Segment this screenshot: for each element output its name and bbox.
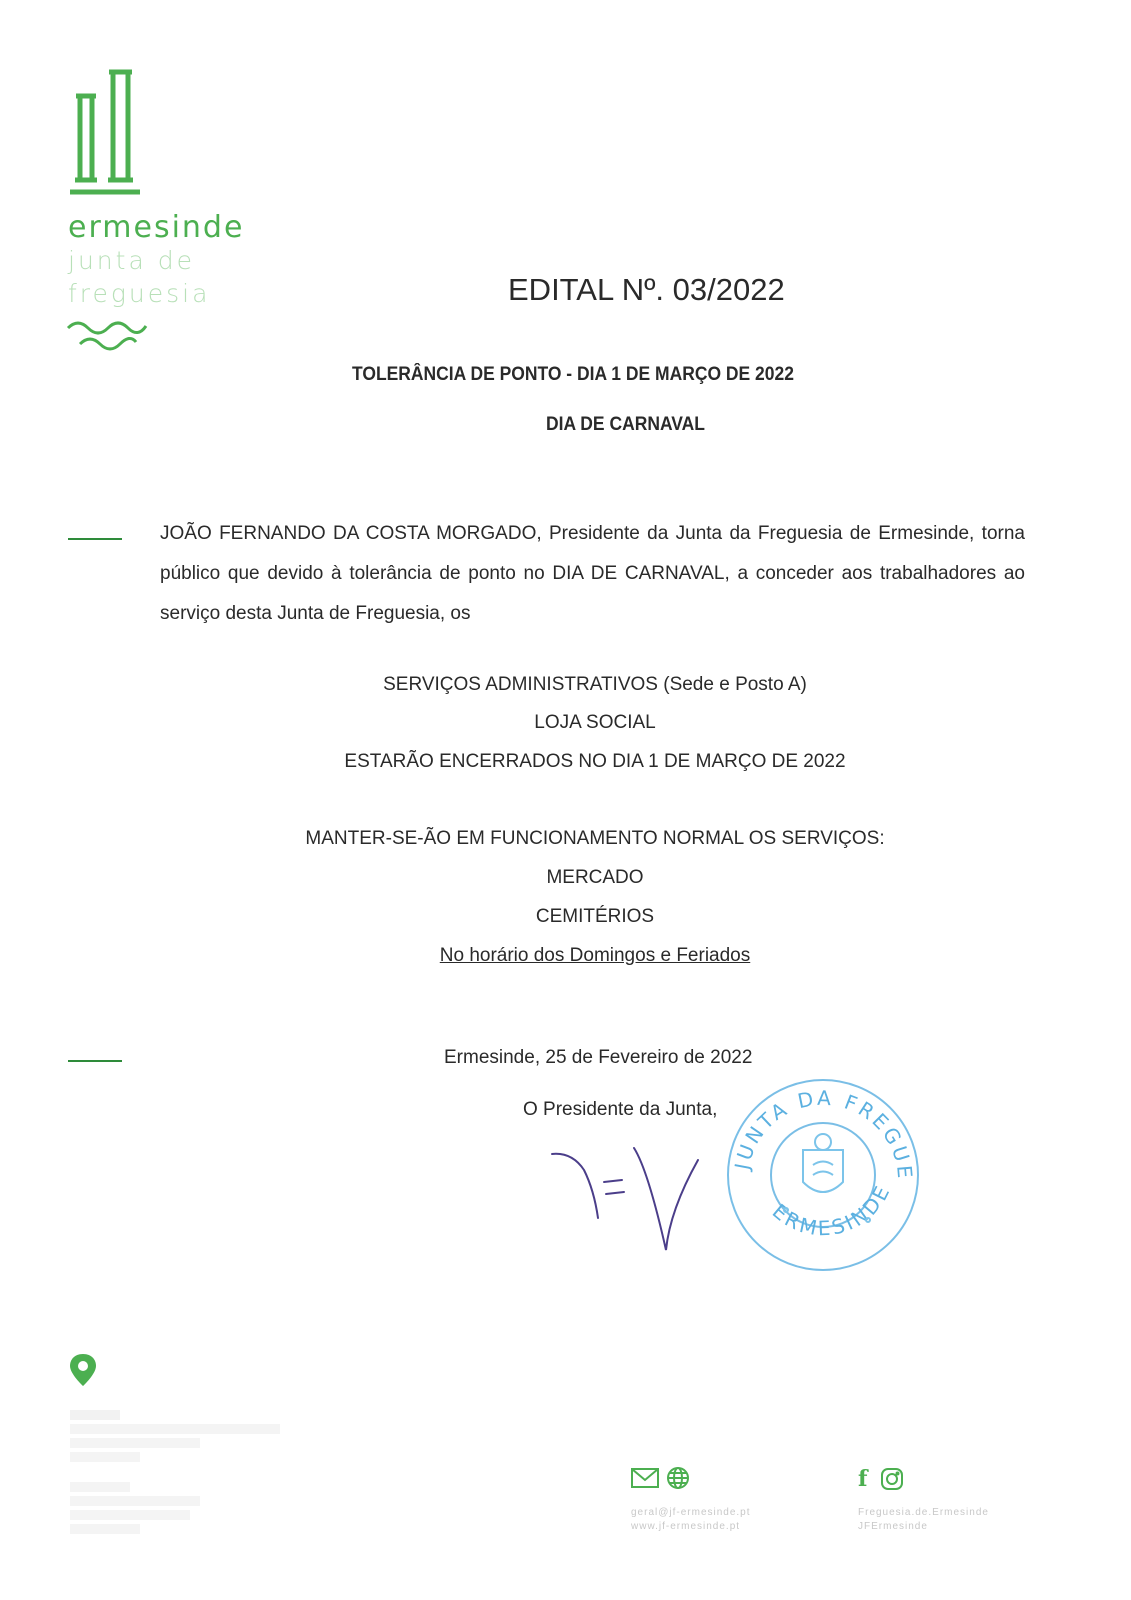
facebook-icon: f	[858, 1466, 868, 1492]
open-service-item: CEMITÉRIOS	[535, 906, 655, 927]
mail-icon	[631, 1468, 659, 1493]
stamp-bottom-text: ERMESINDE	[767, 1179, 896, 1241]
logo-sub-junta: junta de	[68, 246, 195, 275]
svg-text:ERMESINDE	[768, 1180, 896, 1241]
svg-text:JUNTA DA FREGUESIA	[718, 1070, 917, 1182]
official-stamp	[718, 1070, 928, 1285]
open-service-item: MERCADO	[546, 867, 644, 888]
faint-address-block	[70, 1410, 300, 1534]
handwritten-signature	[548, 1140, 708, 1265]
footer-facebook: Freguesia.de.Ermesinde	[858, 1507, 989, 1518]
signatory-role: O Presidente da Junta,	[523, 1099, 718, 1120]
divider-line	[68, 538, 122, 540]
stamp-top-text: JUNTA DA FREGUE	[729, 1085, 918, 1182]
open-services-intro: MANTER-SE-ÃO EM FUNCIONAMENTO NORMAL OS SERVIÇOS:	[305, 828, 885, 849]
location-pin-icon	[68, 1352, 98, 1393]
closed-service-item: SERVIÇOS ADMINISTRATIVOS (Sede e Posto A)	[383, 674, 807, 695]
place-date: Ermesinde, 25 de Fevereiro de 2022	[444, 1047, 753, 1068]
closed-notice: ESTARÃO ENCERRADOS NO DIA 1 DE MARÇO DE 2022	[344, 751, 846, 772]
footer-email: geral@jf-ermesinde.pt	[631, 1507, 751, 1518]
columns-logo-icon	[66, 62, 146, 202]
globe-icon	[666, 1466, 690, 1495]
divider-line	[68, 1060, 122, 1062]
logo-sub-freguesia: freguesia	[68, 279, 211, 308]
edital-title: EDITAL Nº. 03/2022	[508, 272, 785, 307]
footer-instagram: JFErmesinde	[858, 1521, 928, 1532]
closed-service-item: LOJA SOCIAL	[534, 712, 656, 733]
waves-logo-icon	[66, 318, 148, 357]
intro-paragraph: JOÃO FERNANDO DA COSTA MORGADO, Presidente da Junta da Freguesia de Ermesinde, torna público que devido à tolerância de ponto no DIA DE CARNAVAL, a conceder aos trabalhadores ao serviço desta Junta de Freguesia, os	[160, 523, 1025, 624]
edital-subtitle: TOLERÂNCIA DE PONTO - DIA 1 DE MARÇO DE 2022	[352, 364, 794, 385]
instagram-icon	[880, 1467, 904, 1496]
footer-website: www.jf-ermesinde.pt	[631, 1521, 741, 1532]
edital-subtitle-carnaval: DIA DE CARNAVAL	[546, 414, 705, 435]
logo-name: ermesinde	[68, 210, 245, 245]
schedule-note: No horário dos Domingos e Feriados	[439, 945, 751, 966]
logo	[66, 62, 146, 202]
